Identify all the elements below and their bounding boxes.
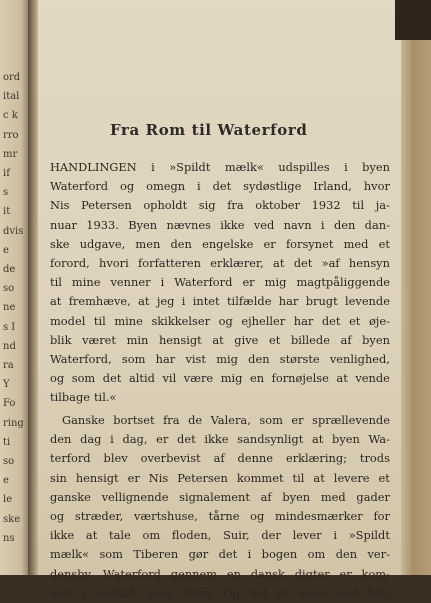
text-line: og stræder, værtshuse, tårne og mindesmærker for: [50, 508, 390, 523]
text-line: mælk« som Tiberen gør det i bogen om den ver-: [50, 547, 390, 562]
left-page-fragment: so: [3, 283, 15, 295]
text-line: og som det altid vil være mig en fornøjelse at vende: [50, 371, 390, 386]
page-edges: [401, 30, 431, 575]
text-line: Waterford, som har vist mig den største venlighed,: [50, 351, 390, 366]
left-page-fragment: e: [3, 244, 9, 256]
text-line: terford blev overbevist af denne erklæring; trods: [50, 451, 390, 466]
text-line: til mine venner i Waterford er mig magtpåliggende: [50, 275, 390, 290]
left-page-fragment: if: [3, 168, 10, 179]
left-page-fragment: nd: [3, 340, 16, 352]
left-page-fragment: ord: [3, 72, 21, 83]
text-line: Waterford og omegn i det sydøstlige Irland, hvor: [50, 179, 390, 194]
text-line: blik været min hensigt at give et billede af byen: [50, 332, 390, 347]
text-line: at fremhæve, at jeg i intet tilfælde har brugt levende: [50, 294, 390, 309]
left-page: [0, 0, 30, 575]
left-page-fragment: mr: [3, 148, 18, 160]
left-page-fragment: ra: [3, 360, 14, 371]
text-line: model til mine skikkelser og ejheller har det et øje-: [50, 313, 390, 328]
left-page-fragment: de: [3, 264, 16, 275]
text-line: met i selskab med: Rom. Og det er mere end blot: [50, 585, 390, 600]
left-page-fragment: s: [3, 187, 9, 199]
left-page-fragment: rro: [3, 129, 19, 141]
paragraph-1: [50, 158, 390, 407]
left-page-fragment: so: [3, 456, 15, 467]
left-page-fragment: ne: [3, 302, 16, 314]
text-line: Nis Petersen opholdt sig fra oktober 1932 til ja-: [50, 198, 390, 213]
left-page-fragment: ti: [3, 436, 11, 448]
text-line: tilbage til.«: [50, 390, 117, 405]
left-page-fragment: ns: [3, 532, 15, 544]
text-line: den dag i dag, er det ikke sandsynligt at byen Wa-: [50, 432, 390, 447]
left-page-fragment: ske: [3, 513, 21, 525]
chapter-heading: Fra Rom til Waterford: [110, 121, 308, 140]
text-line: nuar 1933. Byen nævnes ikke ved navn i den dan-: [50, 217, 390, 232]
text-line: ske udgave, men den engelske er forsynet med et: [50, 236, 390, 251]
left-page-fragment: e: [3, 475, 9, 487]
text-line: HANDLINGEN i »Spildt mælk« udspilles i byen: [50, 160, 390, 174]
left-page-fragment: it: [3, 206, 11, 218]
background-corner: [395, 0, 431, 40]
text-line: forord, hvori forfatteren erklærer, at det »af hensyn: [50, 255, 390, 270]
text-line: sin hensigt er Nis Petersen kommet til at levere et: [50, 470, 390, 485]
paragraph-2: [50, 411, 390, 603]
left-page-fragment: s I: [3, 321, 16, 333]
left-page-fragment: le: [3, 494, 13, 506]
left-page-fragment: Fo: [3, 398, 16, 410]
text-line: ikke at tale om floden, Suir, der lever i »Spildt: [50, 528, 390, 543]
text-line: densby, Waterford gennem en dansk digter er kom-: [50, 566, 390, 581]
left-page-fragment: ring: [3, 417, 24, 429]
left-page-fragment: c k: [3, 110, 18, 122]
left-page-fragment: ital: [3, 91, 20, 103]
left-page-fragment: dvis: [3, 225, 24, 237]
left-page-fragment: Y: [3, 379, 10, 391]
text-line: ganske vellignende signalement af byen med gader: [50, 489, 390, 504]
text-line: Ganske bortset fra de Valera, som er sprællevende: [62, 413, 390, 427]
